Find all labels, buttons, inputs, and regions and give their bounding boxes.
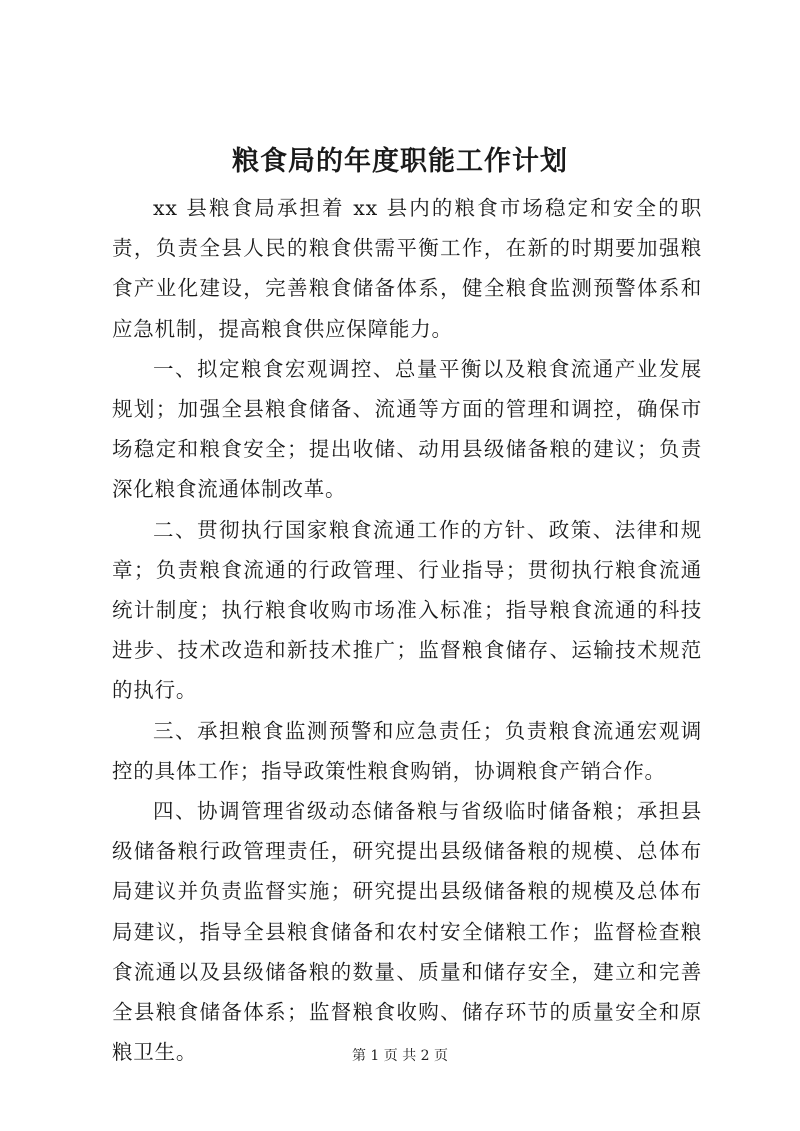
page-title: 粮食局的年度职能工作计划 xyxy=(232,146,568,177)
document-body xyxy=(112,188,702,1072)
paragraph-item-2: 二、贯彻执行国家粮食流通工作的方针、政策、法律和规章；负责粮食流通的行政管理、行业指导；贯彻执行粮食流通统计制度；执行粮食收购市场准入标准；指导粮食流通的科技进步、技术改造和新技术推广；监督粮食储存、运输技术规范的执行。 xyxy=(112,517,702,703)
paragraph-item-4: 四、协调管理省级动态储备粮与省级临时储备粮；承担县级储备粮行政管理责任，研究提出县级储备粮的规模、总体布局建议并负责监督实施；研究提出县级储备粮的规模及总体布局建议，指导全县粮食储备和农村安全储粮工作；监督检查粮食流通以及县级储备粮的数量、质量和储存安全，建立和完善全县粮食储备体系；监督粮食收购、储存环节的质量安全和原粮卫生。 xyxy=(112,799,702,1065)
paragraph-intro: xx 县粮食局承担着 xx 县内的粮食市场稳定和安全的职责，负责全县人民的粮食供需平衡工作，在新的时期要加强粮食产业化建设，完善粮食储备体系，健全粮食监测预警体系和应急机制，提高粮食供应保障能力。 xyxy=(112,196,702,341)
paragraph-item-3: 三、承担粮食监测预警和应急责任；负责粮食流通宏观调控的具体工作；指导政策性粮食购销，协调粮食产销合作。 xyxy=(112,718,702,783)
page-number-footer: 第 1 页 共 2 页 xyxy=(351,1048,449,1064)
paragraph-item-1: 一、拟定粮食宏观调控、总量平衡以及粮食流通产业发展规划；加强全县粮食储备、流通等方面的管理和调控，确保市场稳定和粮食安全；提出收储、动用县级储备粮的建议；负责深化粮食流通体制改革。 xyxy=(112,356,702,502)
